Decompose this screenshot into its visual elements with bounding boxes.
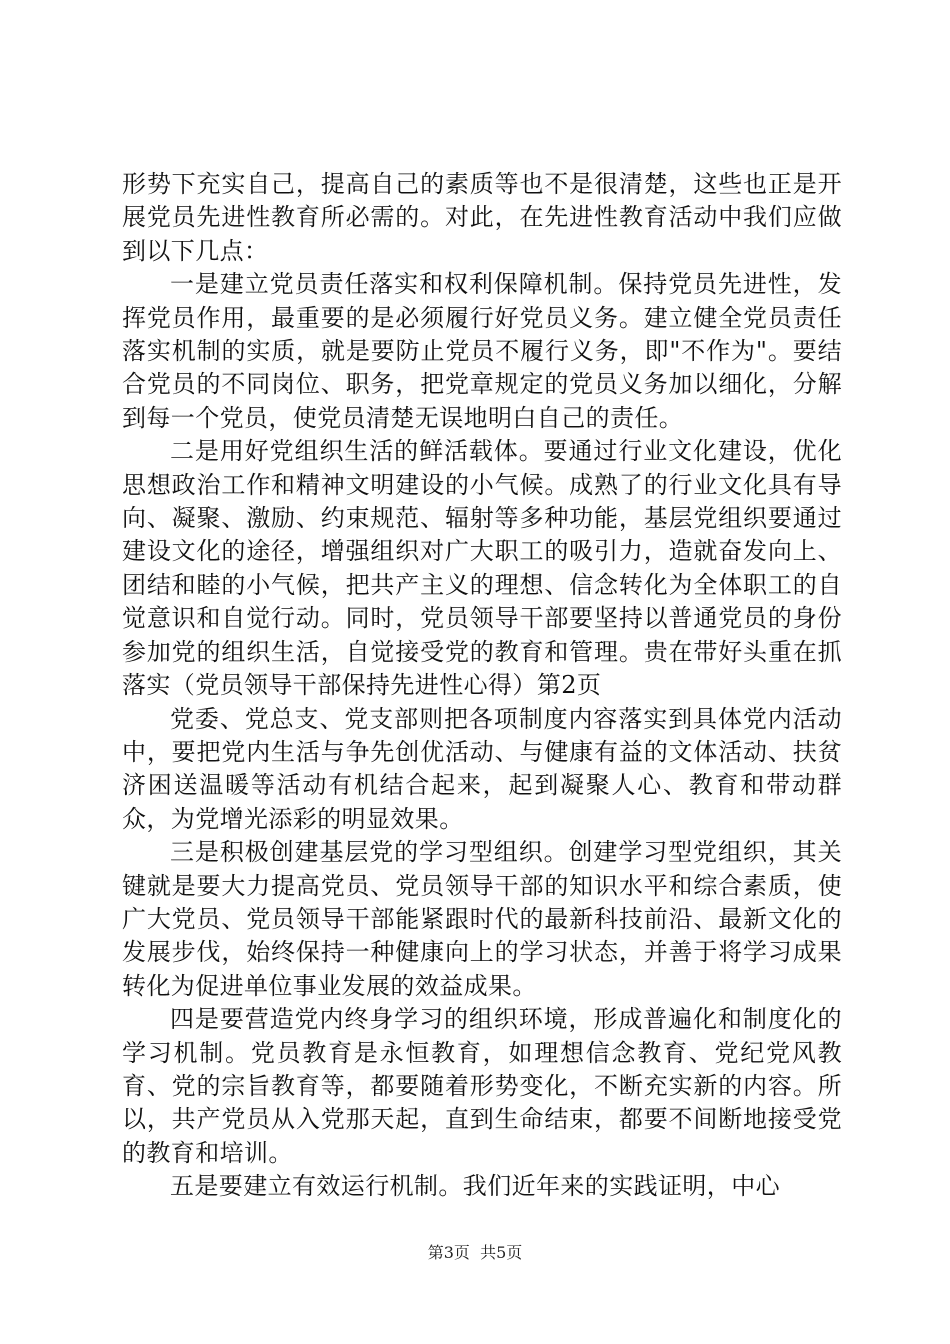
paragraph-party-committee: 党委、党总支、党支部则把各项制度内容落实到具体党内活动中，要把党内生活与争先创优活动、与健康有益的文体活动、扶贫济困送温暖等活动有机结合起来，起到凝聚人心、教育和带动群众，为党增光添彩的明显效果。 <box>122 704 842 833</box>
paragraph-point-five: 五是要建立有效运行机制。我们近年来的实践证明，中心 <box>170 1172 780 1201</box>
paragraph-point-three: 三是积极创建基层党的学习型组织。创建学习型党组织，其关键就是要大力提高党员、党员领导干部的知识水平和综合素质，使广大党员、党员领导干部能紧跟时代的最新科技前沿、最新文化的发展步伐，始终保持一种健康向上的学习状态，并善于将学习成果转化为促进单位事业发展的效益成果。 <box>122 838 842 1000</box>
page-footer <box>0 1243 950 1263</box>
paragraph-continuation: 形势下充实自己，提高自己的素质等也不是很清楚，这些也正是开展党员先进性教育所必需的。对此，在先进性教育活动中我们应做到以下几点： <box>122 170 842 265</box>
paragraph-point-four: 四是要营造党内终身学习的组织环境，形成普遍化和制度化的学习机制。党员教育是永恒教育，如理想信念教育、党纪党风教育、党的宗旨教育等，都要随着形势变化，不断充实新的内容。所以，共产党员从入党那天起，直到生命结束，都要不间断地接受党的教育和培训。 <box>122 1005 842 1167</box>
paragraph-point-two: 二是用好党组织生活的鲜活载体。要通过行业文化建设，优化思想政治工作和精神文明建设的小气候。成熟了的行业文化具有导向、凝聚、激励、约束规范、辐射等多种功能，基层党组织要通过建设文化的途径，增强组织对广大职工的吸引力，造就奋发向上、团结和睦的小气候，把共产主义的理想、信念转化为全体职工的自觉意识和自觉行动。同时，党员领导干部要坚持以普通党员的身份参加党的组织生活，自觉接受党的教育和管理。贵在带好头重在抓落实（党员领导干部保持先进性心得）第2页 <box>122 437 842 700</box>
page-number: 第3页 <box>427 1243 470 1262</box>
page-total: 共5页 <box>480 1243 523 1262</box>
paragraph-point-one: 一是建立党员责任落实和权利保障机制。保持党员先进性，发挥党员作用，最重要的是必须履行好党员义务。建立健全党员责任落实机制的实质，就是要防止党员不履行义务，即"不作为"。要结合党员的不同岗位、职务，把党章规定的党员义务加以细化，分解到每一个党员，使党员清楚无误地明白自己的责任。 <box>122 270 842 432</box>
document-body <box>122 168 842 1204</box>
